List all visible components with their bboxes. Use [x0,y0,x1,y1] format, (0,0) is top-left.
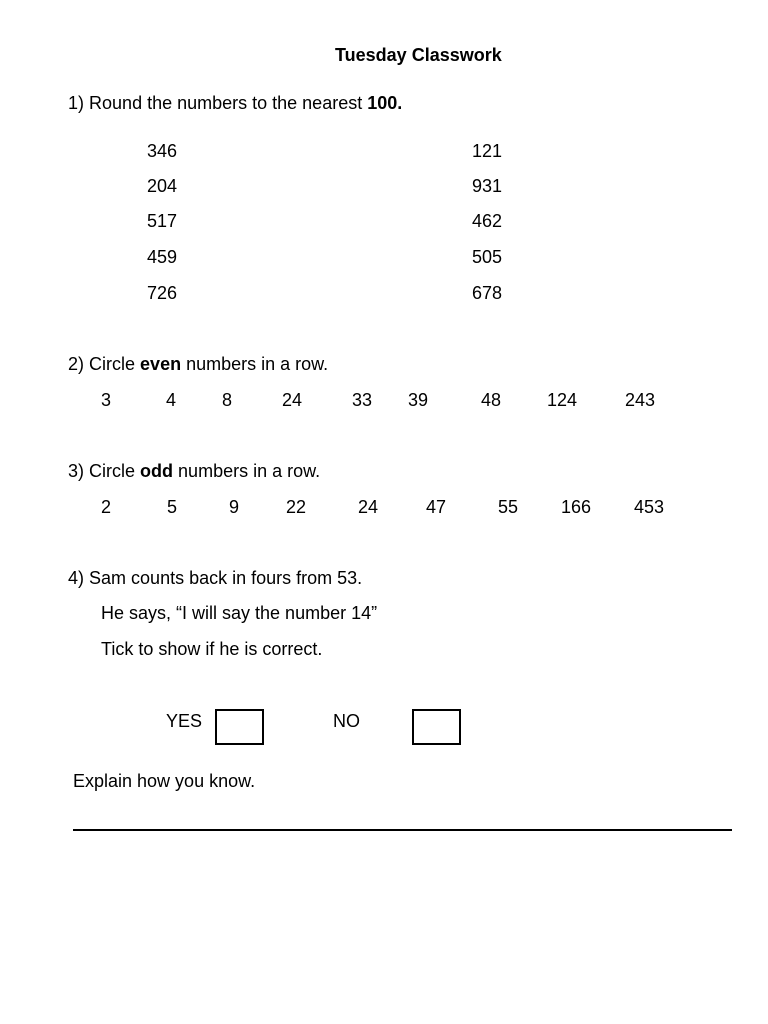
q1-right-number: 462 [472,211,503,231]
question-1-text: Round the numbers to the nearest [89,93,368,113]
q1-left-number: 204 [147,176,178,196]
question-3-prompt [68,462,320,480]
yes-tick-box[interactable] [215,709,264,745]
q1-left-number: 459 [147,247,178,267]
question-4-number: 4) [68,568,85,588]
question-3-text-after: numbers in a row. [173,461,321,481]
q3-number-option[interactable]: 453 [634,497,665,517]
q1-left-number: 726 [147,283,178,303]
q2-number-option[interactable]: 33 [352,390,373,410]
question-4-quote: He says, “I will say the number 14” [101,603,378,623]
q1-right-number: 505 [472,247,503,267]
q1-left-number: 346 [147,141,178,161]
q3-number-option[interactable]: 55 [498,497,519,517]
yes-label: YES [166,711,203,731]
question-4-prompt [68,569,362,587]
q2-number-option[interactable]: 243 [625,390,656,410]
question-4-text: Sam counts back in fours from 53. [89,568,363,588]
q1-right-number: 678 [472,283,503,303]
question-1-bold-text: 100. [367,93,403,113]
q2-number-option[interactable]: 8 [222,390,233,410]
q2-number-option[interactable]: 4 [166,390,177,410]
answer-line[interactable] [73,829,732,831]
q3-number-option[interactable]: 47 [426,497,447,517]
no-tick-box[interactable] [412,709,461,745]
q2-number-option[interactable]: 124 [547,390,578,410]
page-title: Tuesday Classwork [335,45,502,65]
question-2-text-after: numbers in a row. [181,354,329,374]
q1-right-number: 931 [472,176,503,196]
q1-left-number: 517 [147,211,178,231]
q3-number-option[interactable]: 166 [561,497,592,517]
q2-number-option[interactable]: 48 [481,390,502,410]
no-label: NO [333,711,360,731]
question-3-number: 3) [68,461,85,481]
q2-number-option[interactable]: 24 [282,390,303,410]
question-1-number: 1) [68,93,85,113]
question-2-number: 2) [68,354,85,374]
q3-number-option[interactable]: 24 [358,497,379,517]
question-1-prompt [68,94,402,112]
question-3-text: Circle [89,461,141,481]
q3-number-option[interactable]: 2 [101,497,112,517]
q3-number-option[interactable]: 5 [167,497,178,517]
explain-prompt: Explain how you know. [73,771,256,791]
q2-number-option[interactable]: 3 [101,390,112,410]
question-3-bold-text: odd [140,461,174,481]
question-2-text: Circle [89,354,141,374]
question-4-instruction: Tick to show if he is correct. [101,639,323,659]
question-2-bold-text: even [140,354,182,374]
q1-right-number: 121 [472,141,503,161]
question-2-prompt [68,355,328,373]
q3-number-option[interactable]: 9 [229,497,240,517]
q2-number-option[interactable]: 39 [408,390,429,410]
q3-number-option[interactable]: 22 [286,497,307,517]
